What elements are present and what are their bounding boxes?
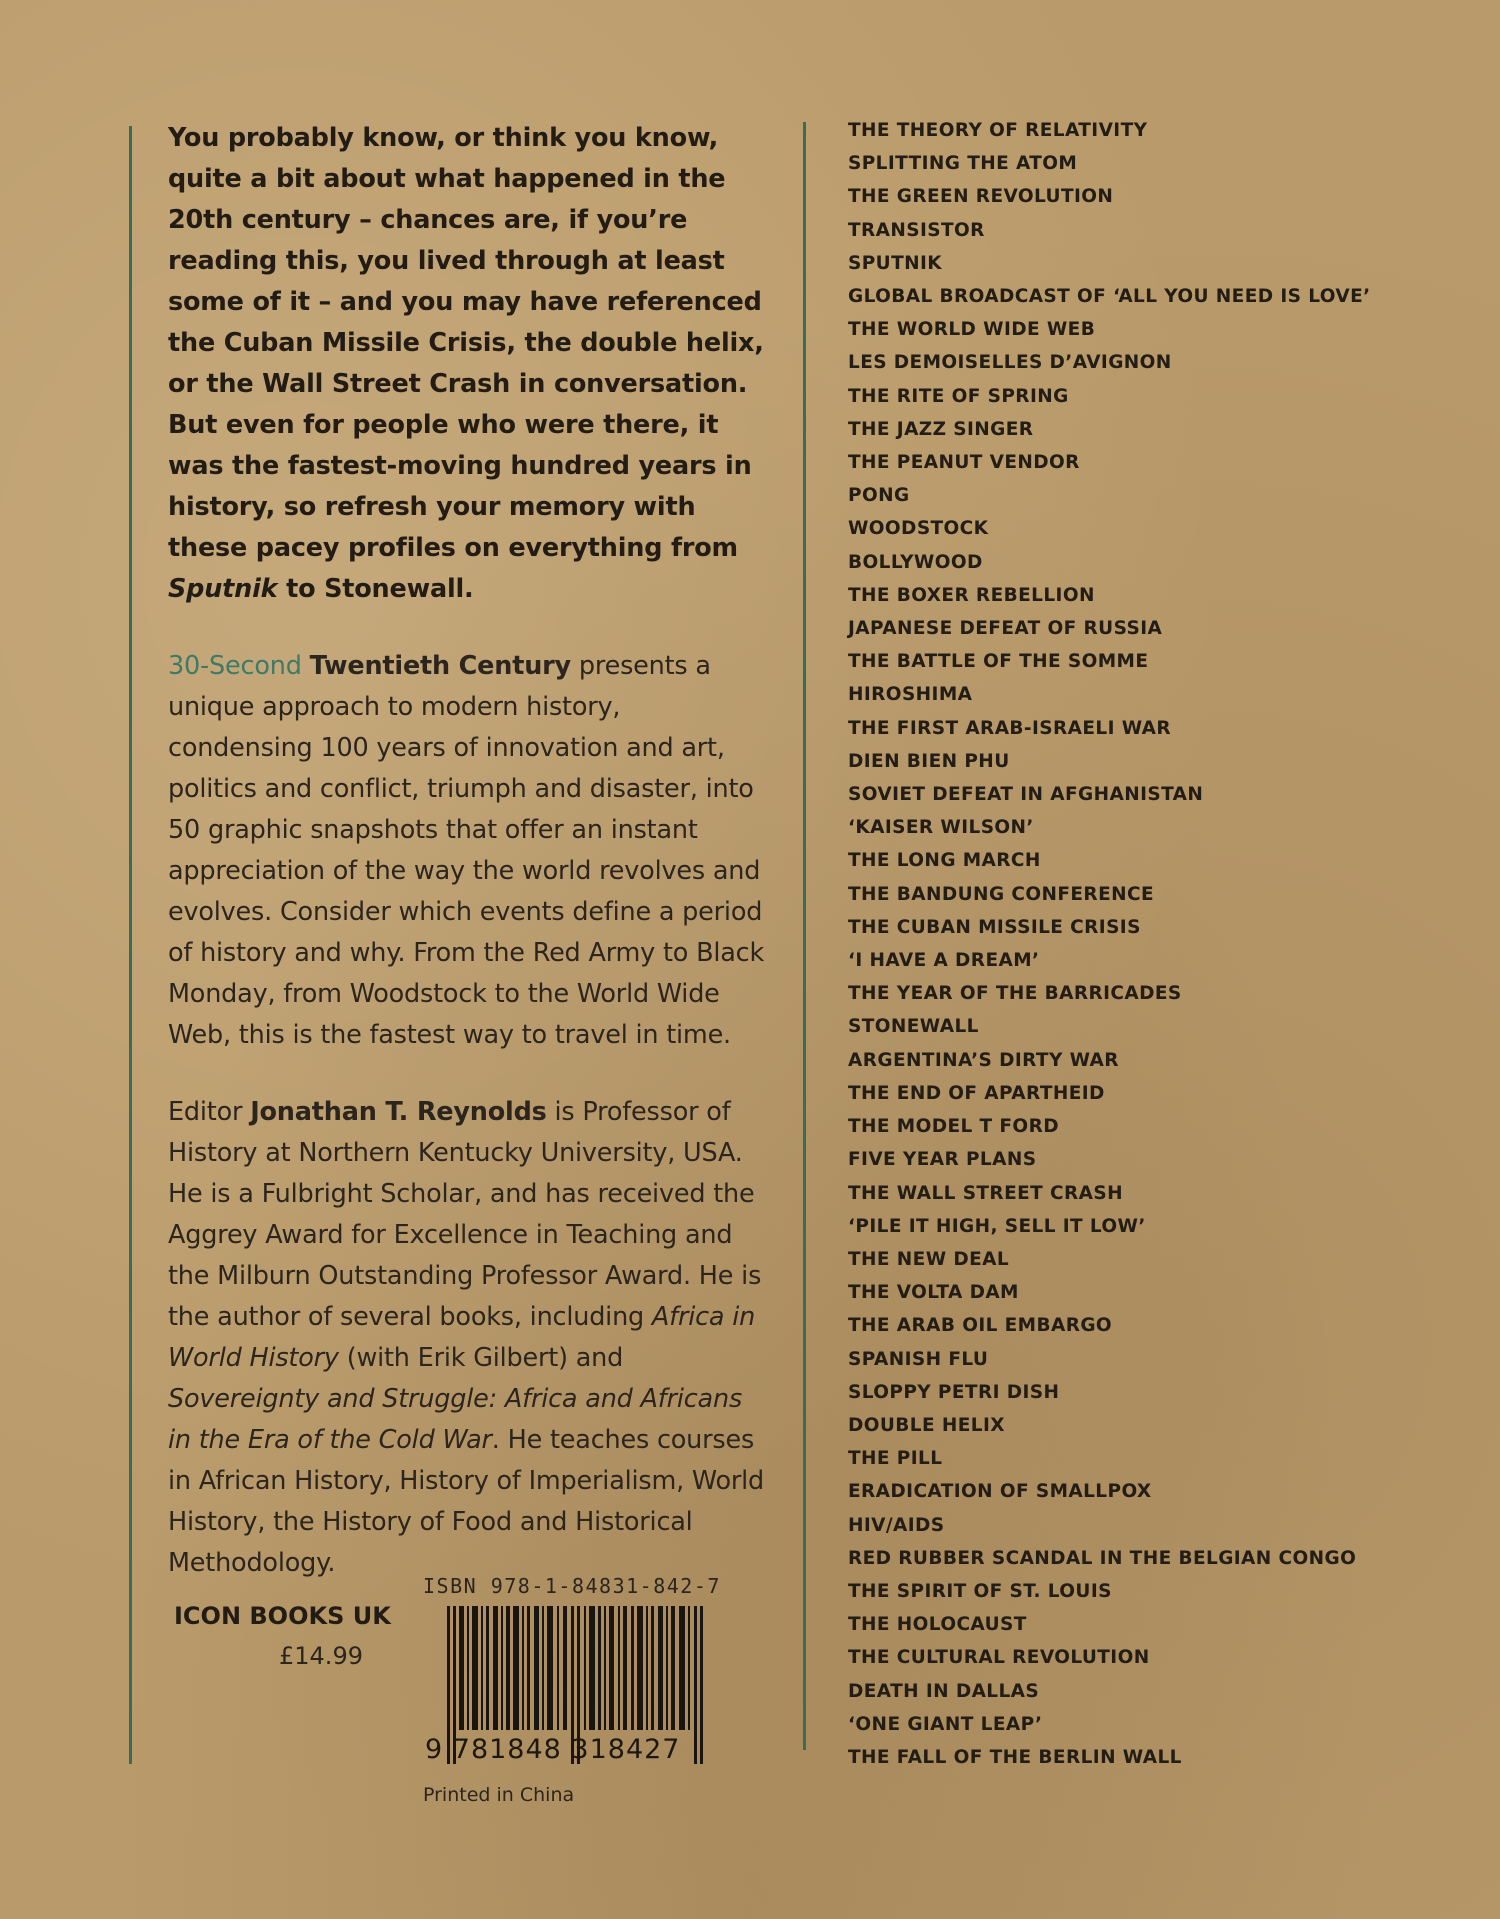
bio-text-3: . He teaches courses in African History, History of Imperialism, World History, the History of Food and Historical Methodology.: [168, 1425, 764, 1578]
topic-item: PONG: [848, 485, 910, 507]
topic-item: SPUTNIK: [848, 252, 943, 274]
bio-text-1: is Professor of History at Northern Kentucky University, USA. He is a Fulbright Scholar, and has received the Aggrey Award for Excellence in Teaching and the Milburn Outstanding Professor Award. He is the author of several books, including: [168, 1097, 762, 1332]
topic-item: THE END OF APARTHEID: [848, 1082, 1105, 1104]
book-title-1: Africa in World History: [168, 1302, 756, 1373]
printed-in: Printed in China: [423, 1784, 575, 1806]
topic-item: SLOPPY PETRI DISH: [848, 1381, 1060, 1403]
book-title-2: Sovereignty and Struggle: Africa and Africans in the Era of the Cold War: [168, 1384, 743, 1455]
topic-item: THE GREEN REVOLUTION: [848, 186, 1114, 208]
topic-item: RED RUBBER SCANDAL IN THE BELGIAN CONGO: [848, 1547, 1357, 1569]
topic-item: THE YEAR OF THE BARRICADES: [848, 983, 1182, 1005]
isbn-text: ISBN 978-1-84831-842-7: [423, 1574, 721, 1598]
topic-item: BOLLYWOOD: [848, 551, 983, 573]
blurb-end: to Stonewall.: [277, 574, 474, 604]
topics-list: [848, 114, 1478, 1774]
topic-item: THE RITE OF SPRING: [848, 385, 1069, 407]
topic-item: THE BATTLE OF THE SOMME: [848, 651, 1149, 673]
topic-item: TRANSISTOR: [848, 219, 985, 241]
topic-item: THE THEORY OF RELATIVITY: [848, 120, 1148, 141]
topic-item: THE HOLOCAUST: [848, 1614, 1027, 1636]
topic-item: ERADICATION OF SMALLPOX: [848, 1481, 1152, 1503]
editor-name: Jonathan T. Reynolds: [250, 1097, 547, 1127]
bio-text-2: (with Erik Gilbert) and: [338, 1343, 624, 1373]
right-column-rule: [803, 122, 806, 1750]
topic-item: THE MODEL T FORD: [848, 1116, 1059, 1138]
blurb-italic: Sputnik: [168, 574, 278, 604]
topic-item: SOVIET DEFEAT IN AFGHANISTAN: [848, 784, 1204, 806]
topic-item: THE SPIRIT OF ST. LOUIS: [848, 1580, 1112, 1602]
topic-item: THE WORLD WIDE WEB: [848, 319, 1096, 341]
topic-item: GLOBAL BROADCAST OF ‘ALL YOU NEED IS LOVE’: [848, 286, 1371, 308]
topic-item: ‘PILE IT HIGH, SELL IT LOW’: [848, 1215, 1146, 1237]
topic-item: SPANISH FLU: [848, 1348, 989, 1370]
topic-item: THE WALL STREET CRASH: [848, 1182, 1123, 1204]
topic-item: THE BOXER REBELLION: [848, 584, 1095, 606]
intro-blurb: [168, 118, 768, 610]
topic-item: HIV/AIDS: [848, 1514, 945, 1536]
blurb-text: You probably know, or think you know, quite a bit about what happened in the 20th century – chances are, if you’re reading this, you lived through at least some of it – and you may have referenced the Cuban Missile Crisis, the double helix, or the Wall Street Crash in conversation. But even for people who were there, it was the fastest-moving hundred years in history, so refresh your memory with these pacey profiles on everything from: [168, 123, 764, 563]
topic-item: THE LONG MARCH: [848, 850, 1041, 872]
book-description: [168, 646, 768, 1056]
topic-item: JAPANESE DEFEAT OF RUSSIA: [848, 618, 1163, 640]
topic-item: THE VOLTA DAM: [848, 1282, 1019, 1304]
topic-item: DEATH IN DALLAS: [848, 1680, 1040, 1702]
topic-item: THE FIRST ARAB-ISRAELI WAR: [848, 717, 1172, 739]
topic-item: WOODSTOCK: [848, 518, 989, 540]
topic-item: THE PILL: [848, 1448, 943, 1470]
series-title: Twentieth Century: [309, 651, 571, 681]
topic-item: ARGENTINA’S DIRTY WAR: [848, 1049, 1119, 1071]
topic-item: THE CULTURAL REVOLUTION: [848, 1647, 1150, 1669]
topic-item: THE BANDUNG CONFERENCE: [848, 883, 1155, 905]
topic-item: THE ARAB OIL EMBARGO: [848, 1315, 1113, 1337]
topic-item: THE PEANUT VENDOR: [848, 452, 1080, 474]
topic-item: DIEN BIEN PHU: [848, 750, 1010, 772]
topic-item: LES DEMOISELLES D’AVIGNON: [848, 352, 1172, 374]
editor-bio: [168, 1092, 768, 1584]
topic-item: HIROSHIMA: [848, 684, 973, 706]
topic-item: STONEWALL: [848, 1016, 979, 1038]
description-text: presents a unique approach to modern history, condensing 100 years of innovation and art, politics and conflict, triumph and disaster, into 50 graphic snapshots that offer an instant appreciation of the way the world revolves and evolves. Consider which events define a period of history and why. From the Red Army to Black Monday, from Woodstock to the World Wide Web, this is the fastest way to travel in time.: [168, 651, 765, 1050]
topic-item: THE CUBAN MISSILE CRISIS: [848, 916, 1141, 938]
topic-item: THE NEW DEAL: [848, 1248, 1010, 1270]
left-column-rule: [129, 126, 132, 1764]
topic-item: THE JAZZ SINGER: [848, 418, 1034, 440]
left-column: [168, 118, 768, 1584]
topic-item: DOUBLE HELIX: [848, 1414, 1005, 1436]
topic-item: THE FALL OF THE BERLIN WALL: [848, 1746, 1182, 1768]
topic-item: SPLITTING THE ATOM: [848, 153, 1078, 175]
topic-item: ‘KAISER WILSON’: [848, 817, 1034, 839]
topic-item: ‘ONE GIANT LEAP’: [848, 1713, 1043, 1735]
barcode-digits: 9 781848 318427: [425, 1734, 681, 1765]
topic-item: FIVE YEAR PLANS: [848, 1149, 1037, 1171]
series-prefix: 30-Second: [168, 651, 302, 681]
price: £14.99: [279, 1642, 363, 1670]
topic-item: ‘I HAVE A DREAM’: [848, 950, 1040, 972]
publisher-name: ICON BOOKS UK: [174, 1602, 391, 1630]
bio-intro: Editor: [168, 1097, 251, 1127]
